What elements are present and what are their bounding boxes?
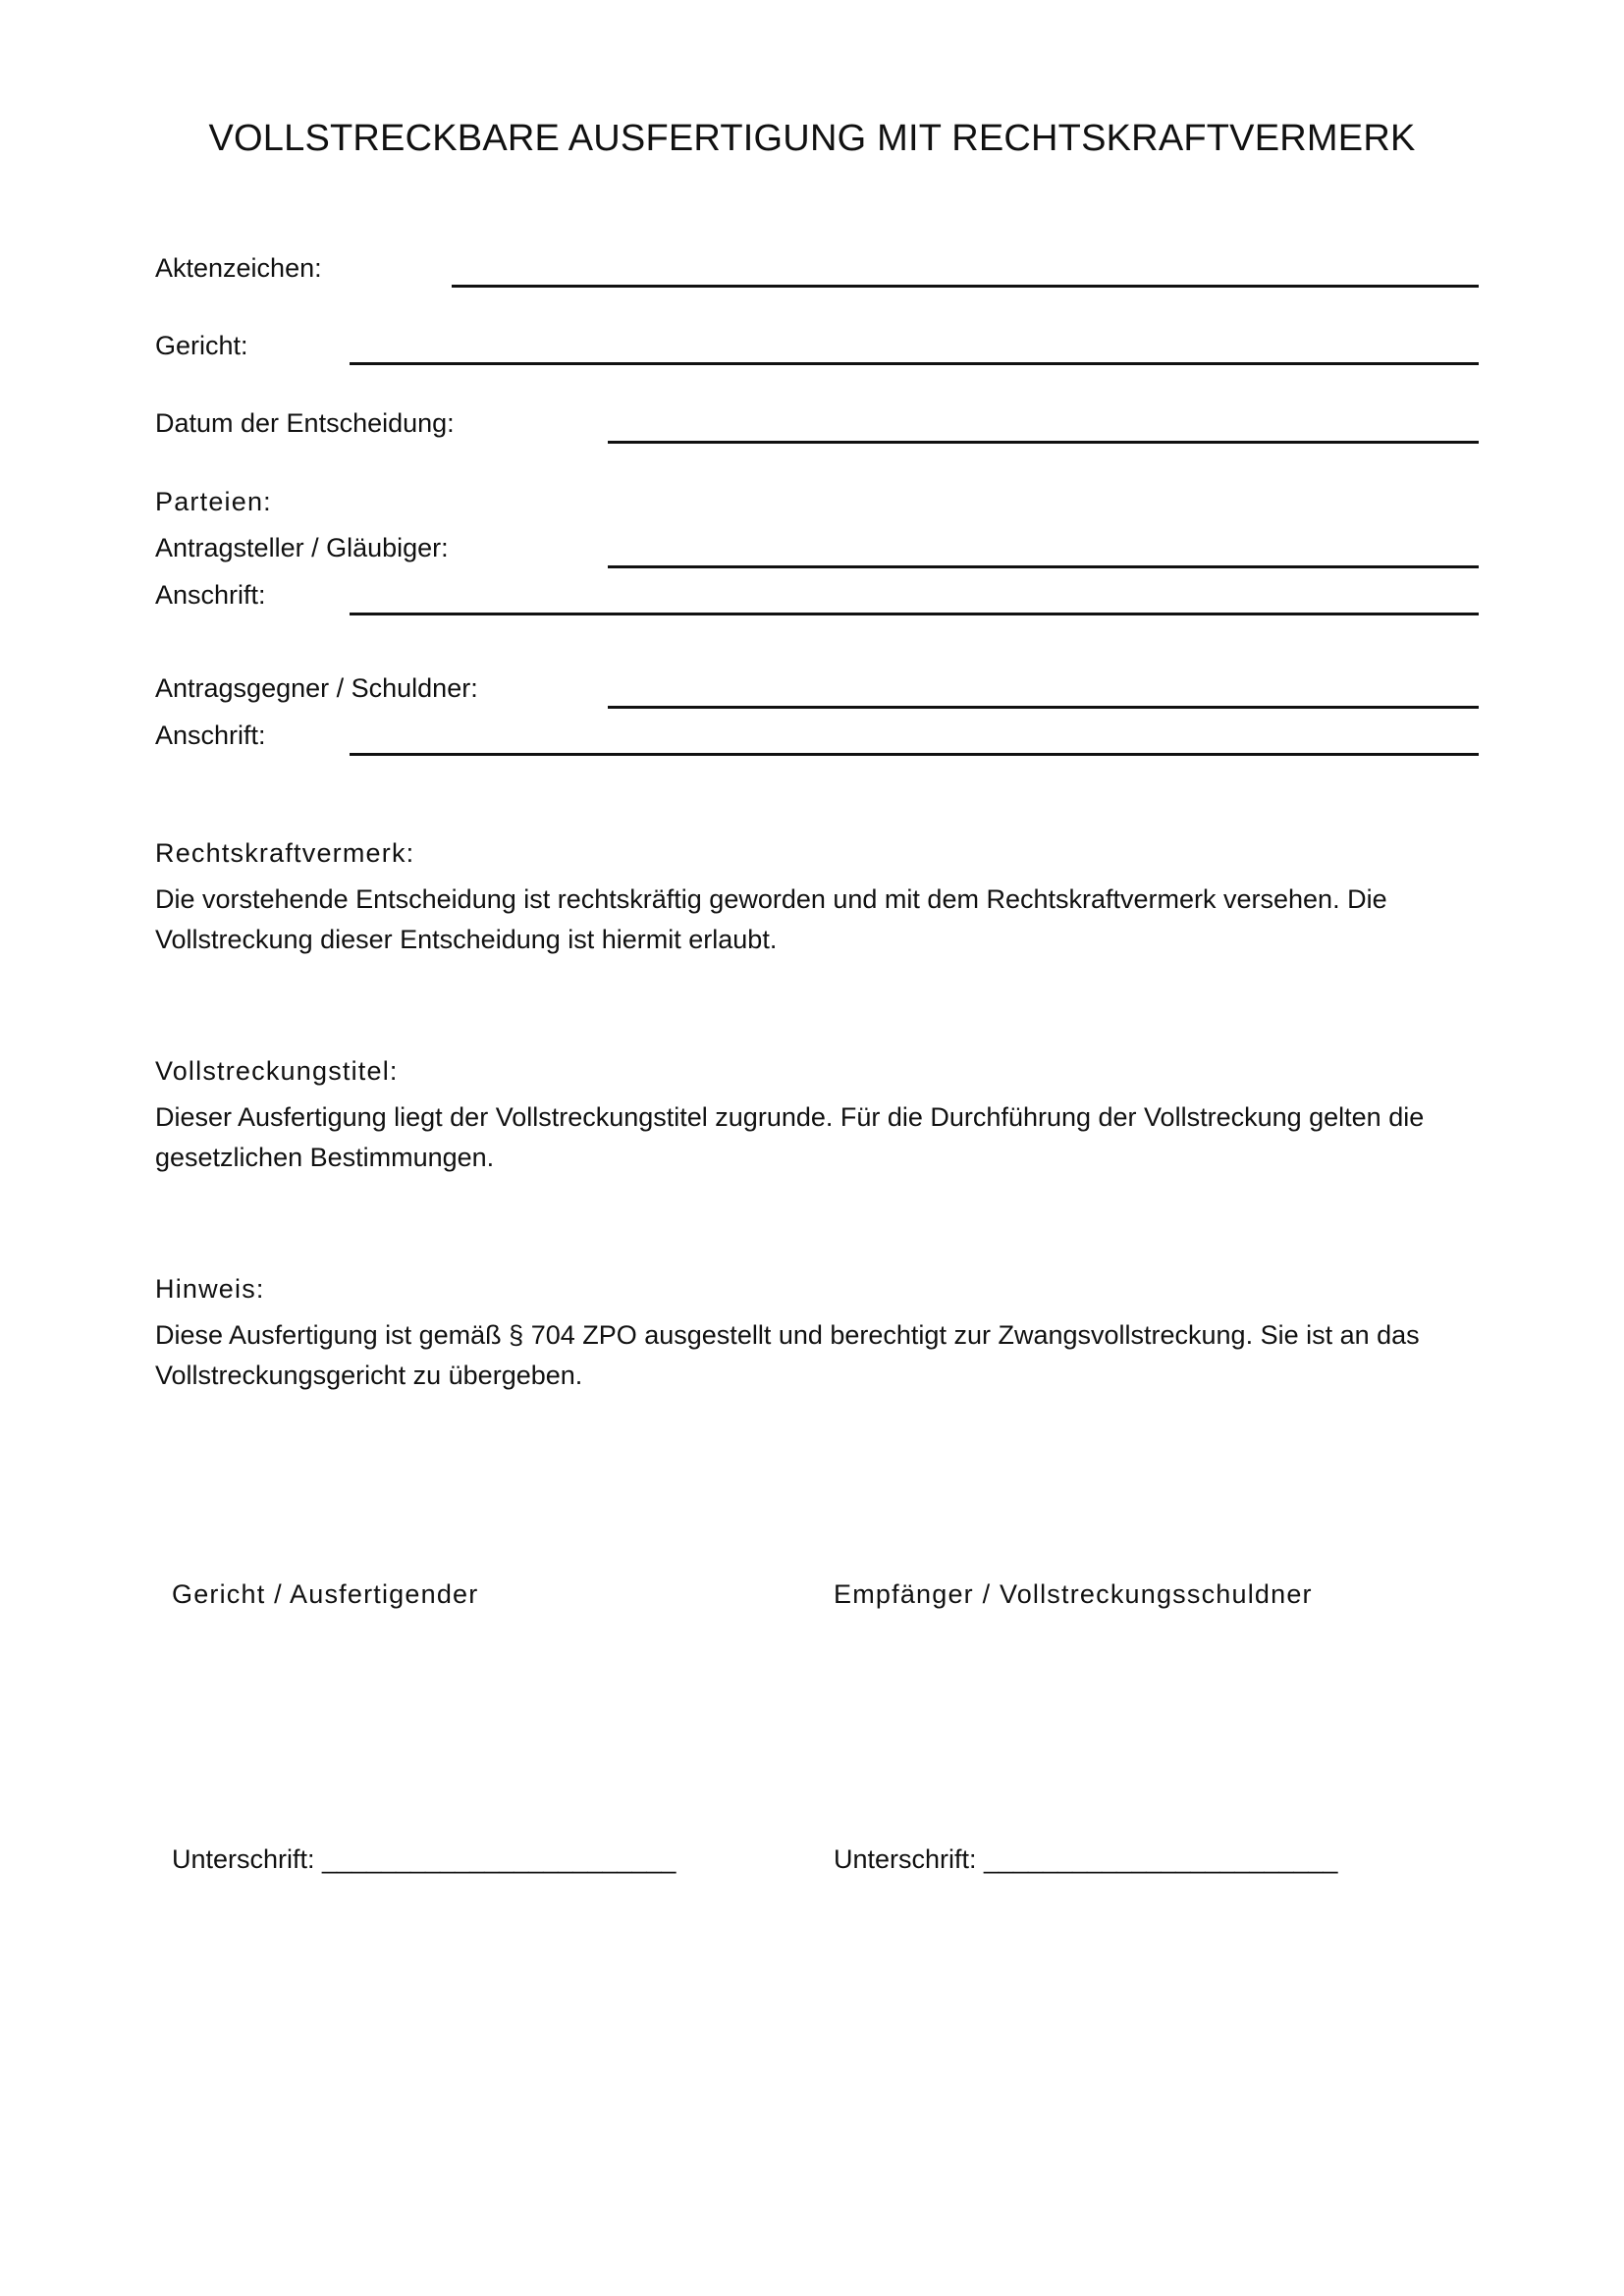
antragsteller-line[interactable] <box>608 565 1479 568</box>
datum-label: Datum der Entscheidung: <box>155 408 455 438</box>
gericht-line[interactable] <box>350 362 1479 365</box>
antragsteller-label: Antragsteller / Gläubiger: <box>155 533 449 562</box>
rechtskraft-heading: Rechtskraftvermerk: <box>155 838 415 868</box>
signature-left-line[interactable]: Unterschrift: ________________________ <box>172 1844 677 1874</box>
vollstreckungstitel-text: Dieser Ausfertigung liegt der Vollstreckungstitel zugrunde. Für die Durchführung der Vollstreckung gelten die gesetzlichen Bestimmungen. <box>155 1102 1425 1172</box>
aktenzeichen-line[interactable] <box>452 285 1479 288</box>
parteien-heading: Parteien: <box>155 487 272 516</box>
aktenzeichen-label: Aktenzeichen: <box>155 253 322 283</box>
document-title: VOLLSTRECKBARE AUSFERTIGUNG MIT RECHTSKRAFTVERMERK <box>208 118 1416 159</box>
signature-right-line[interactable]: Unterschrift: ________________________ <box>834 1844 1338 1874</box>
anschrift-line-2[interactable] <box>350 753 1479 756</box>
rechtskraft-text: Die vorstehende Entscheidung ist rechtskräftig geworden und mit dem Rechtskraftvermerk versehen. Die Vollstreckung dieser Entscheidung ist hiermit erlaubt. <box>155 884 1387 954</box>
signature-right-heading: Empfänger / Vollstreckungsschuldner <box>834 1579 1313 1609</box>
antragsgegner-label: Antragsgegner / Schuldner: <box>155 673 478 703</box>
datum-line[interactable] <box>608 441 1479 444</box>
anschrift-line-1[interactable] <box>350 613 1479 615</box>
gericht-label: Gericht: <box>155 331 248 360</box>
signature-left-heading: Gericht / Ausfertigender <box>172 1579 479 1609</box>
hinweis-heading: Hinweis: <box>155 1274 265 1304</box>
vollstreckungstitel-heading: Vollstreckungstitel: <box>155 1056 399 1086</box>
anschrift-label-2: Anschrift: <box>155 721 266 750</box>
antragsgegner-line[interactable] <box>608 706 1479 709</box>
anschrift-label-1: Anschrift: <box>155 580 266 610</box>
hinweis-text: Diese Ausfertigung ist gemäß § 704 ZPO ausgestellt und berechtigt zur Zwangsvollstreckung. Sie ist an das Vollstreckungsgericht zu übergeben. <box>155 1320 1420 1390</box>
